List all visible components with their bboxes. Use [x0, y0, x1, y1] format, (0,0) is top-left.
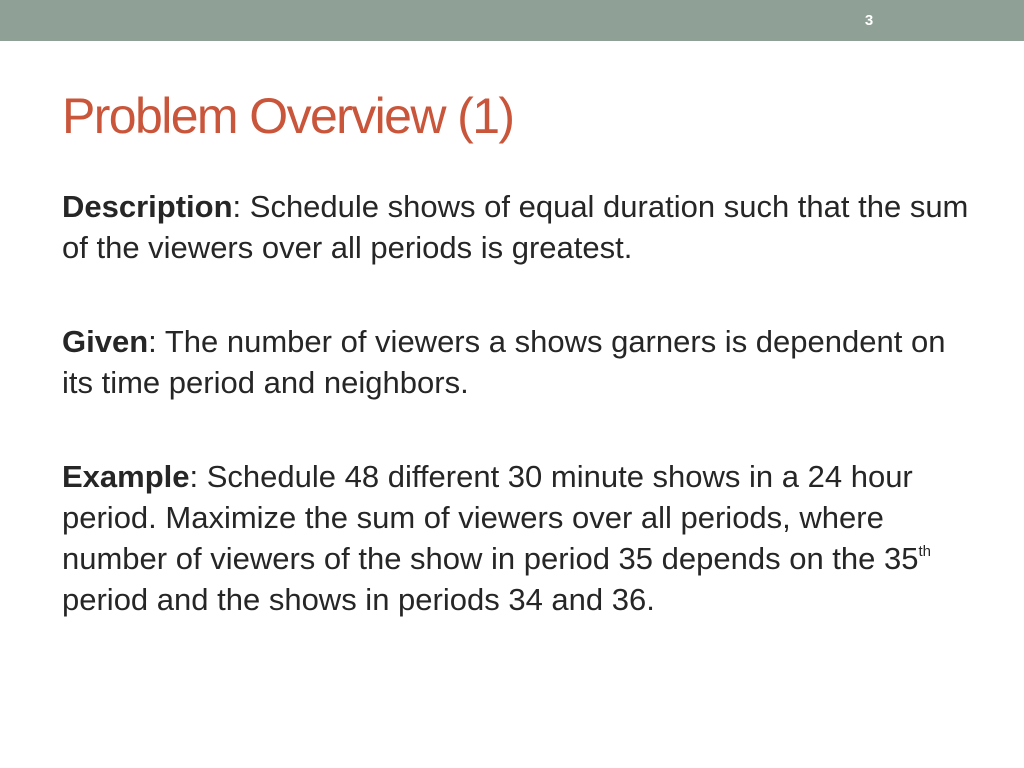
given-text: The number of viewers a shows garners is dependent on its time period and neighbors.	[62, 324, 946, 400]
example-colon: :	[189, 459, 199, 494]
example-text-before: Schedule 48 different 30 minute shows in a 24 hour period. Maximize the sum of viewers over all periods, where number of viewers of the show in period 35 depends on the 35	[62, 459, 919, 576]
given-paragraph	[62, 321, 972, 403]
slide-title: Problem Overview (1)	[62, 88, 514, 144]
description-label: Description	[62, 189, 233, 224]
slide-number: 3	[864, 12, 874, 29]
description-colon: :	[232, 189, 242, 224]
given-colon: :	[148, 324, 157, 359]
description-text: Schedule shows of equal duration such that the sum of the viewers over all periods is greatest.	[62, 189, 969, 265]
header-bar	[0, 0, 1024, 41]
slide-body	[62, 186, 972, 673]
given-label: Given	[62, 324, 149, 359]
example-paragraph	[62, 456, 972, 620]
example-label: Example	[62, 459, 190, 494]
description-paragraph	[62, 186, 972, 268]
example-text-after: period and the shows in periods 34 and 36.	[62, 582, 655, 617]
ordinal-superscript: th	[918, 543, 932, 560]
